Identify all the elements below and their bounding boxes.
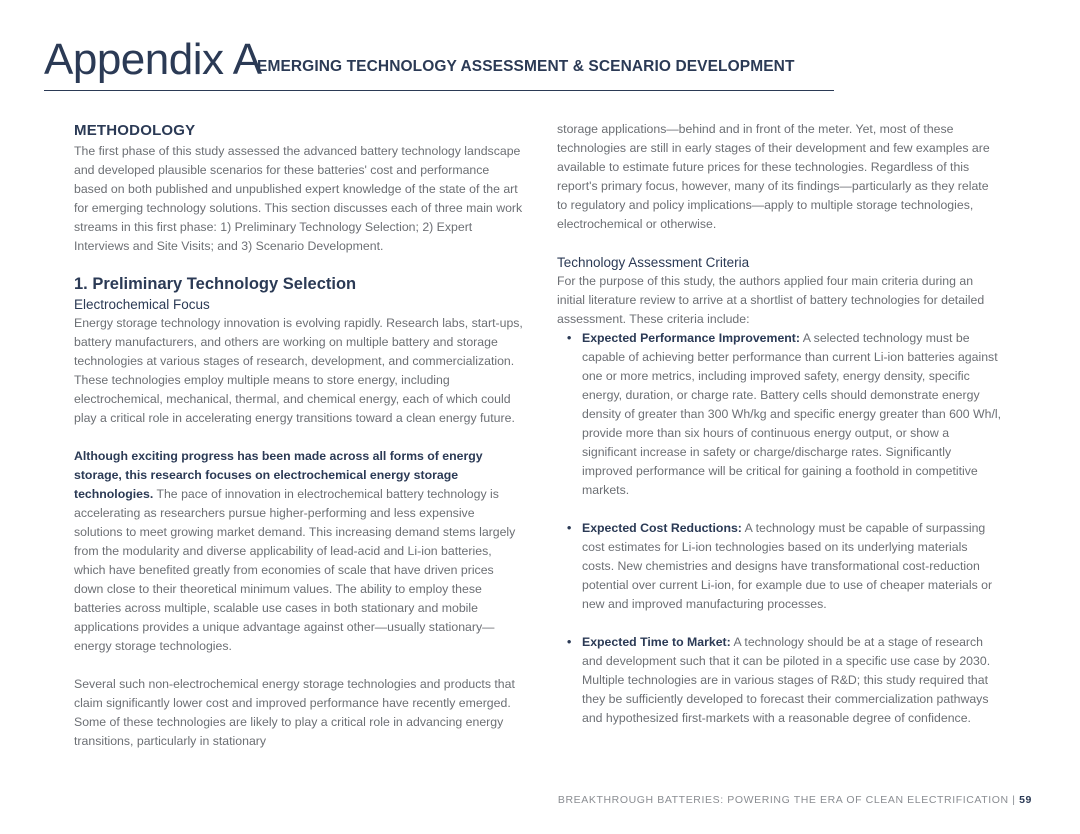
bullet-title: Expected Cost Reductions: [582,521,742,535]
list-item [557,519,1002,614]
bullet-text: A technology must be capable of surpassing cost estimates for Li-ion technologies based on its underlying materials costs. New chemistries and designs have transformational cost-reduction potential over current Li-ion, for example due to use of cheaper materials or new and improved manufacturing processes. [582,521,993,611]
bullet-text: A technology should be at a stage of research and development such that it can be piloted in a specific use case by 2030. Multiple technologies are in various stages of R&D; this study required that they be sufficiently developed to forecast their commercialization pathways and hypothesized first-markets with a reasonable degree of confidence. [582,635,991,725]
body-paragraph: Several such non-electrochemical energy storage technologies and products that claim significantly lower cost and improved performance have recently emerged. Some of these technologies are likely to play a critical role in advancing energy transitions, particularly in stationary [74,677,515,748]
body-paragraph: Energy storage technology innovation is evolving rapidly. Research labs, start-ups, battery manufacturers, and others are working on multiple battery and storage technologies at various stages of research, development, and commercialization. These technologies employ multiple means to store energy, including electrochemical, mechanical, thermal, and chemical energy, each of which could play a critical role in accelerating energy transitions toward a clean energy future. [74,316,523,425]
criteria-list [557,329,1002,728]
section-heading: 1. Preliminary Technology Selection [74,275,357,293]
right-column [557,120,1002,728]
body-paragraph-continued: storage applications—behind and in front of the meter. Yet, most of these technologies are still in early stages of their development and few examples are available to estimate future prices for these technologies. Regardless of this report's primary focus, however, many of its findings—particularly as they relate to regulatory and policy implications—apply to multiple storage technologies, electrochemical or otherwise. [557,122,990,231]
appendix-subtitle: EMERGING TECHNOLOGY ASSESSMENT & SCENARIO DEVELOPMENT [257,58,795,75]
body-paragraph-emphasis [74,447,524,656]
footer-title: BREAKTHROUGH BATTERIES: POWERING THE ERA OF CLEAN ELECTRIFICATION [557,794,1009,806]
methodology-paragraph: The first phase of this study assessed the advanced battery technology landscape and developed plausible scenarios for these batteries' cost and performance based on both published and unpublished expert knowledge of the state of the art for emerging technology solutions. This section discusses each of three main work streams in this first phase: 1) Preliminary Technology Selection; 2) Expert Interviews and Site Visits; and 3) Scenario Development. [74,144,523,253]
appendix-title: Appendix A [44,35,262,84]
footer-separator: | [1008,794,1020,806]
emphasis-text: The pace of innovation in electrochemical battery technology is accelerating as researchers pursue higher-performing and less expensive solutions to meet growing market demand. This increasing demand stems largely from the modularity and diverse applicability of lead-acid and Li-ion batteries, which have benefited greatly from economies of scale that have driven prices down close to their theoretical minimum values. The ability to employ these batteries across multiple, scalable use cases in both stationary and mobile applications provides a unique advantage against other—usually stationary—energy storage technologies. [74,487,516,653]
bullet-icon: • [567,521,572,535]
page-footer [558,794,1032,806]
page-header [44,34,834,91]
page-number: 59 [1019,794,1032,806]
list-item [557,329,1002,500]
bullet-icon: • [567,331,572,345]
list-item [557,633,1002,728]
bullet-text: A selected technology must be capable of achieving better performance than current Li-ion batteries against one or more metrics, including improved safety, energy density, specific energy, duration, or charge rate. Battery cells should demonstrate energy density of greater than 300 Wh/kg and specific energy greater than 600 Wh/l, provide more than six hours of continuous energy output, or show a significant increase in safety or charge/discharge rates. Significantly improved performance will be critical for gaining a foothold in competitive markets. [582,331,1002,497]
emphasis-lead: Although exciting progress has been made across all forms of energy storage, this research focuses on electrochemical energy storage technologies. [74,449,483,501]
left-column [74,120,524,751]
criteria-intro: For the purpose of this study, the authors applied four main criteria during an initial literature review to arrive at a shortlist of battery technologies for detailed assessment. These criteria include: [557,274,985,326]
bullet-title: Expected Performance Improvement: [582,331,800,345]
criteria-heading: Technology Assessment Criteria [557,255,750,270]
bullet-title: Expected Time to Market: [582,635,731,649]
methodology-heading: METHODOLOGY [74,122,196,139]
section-subheading: Electrochemical Focus [74,297,210,312]
bullet-icon: • [567,635,572,649]
